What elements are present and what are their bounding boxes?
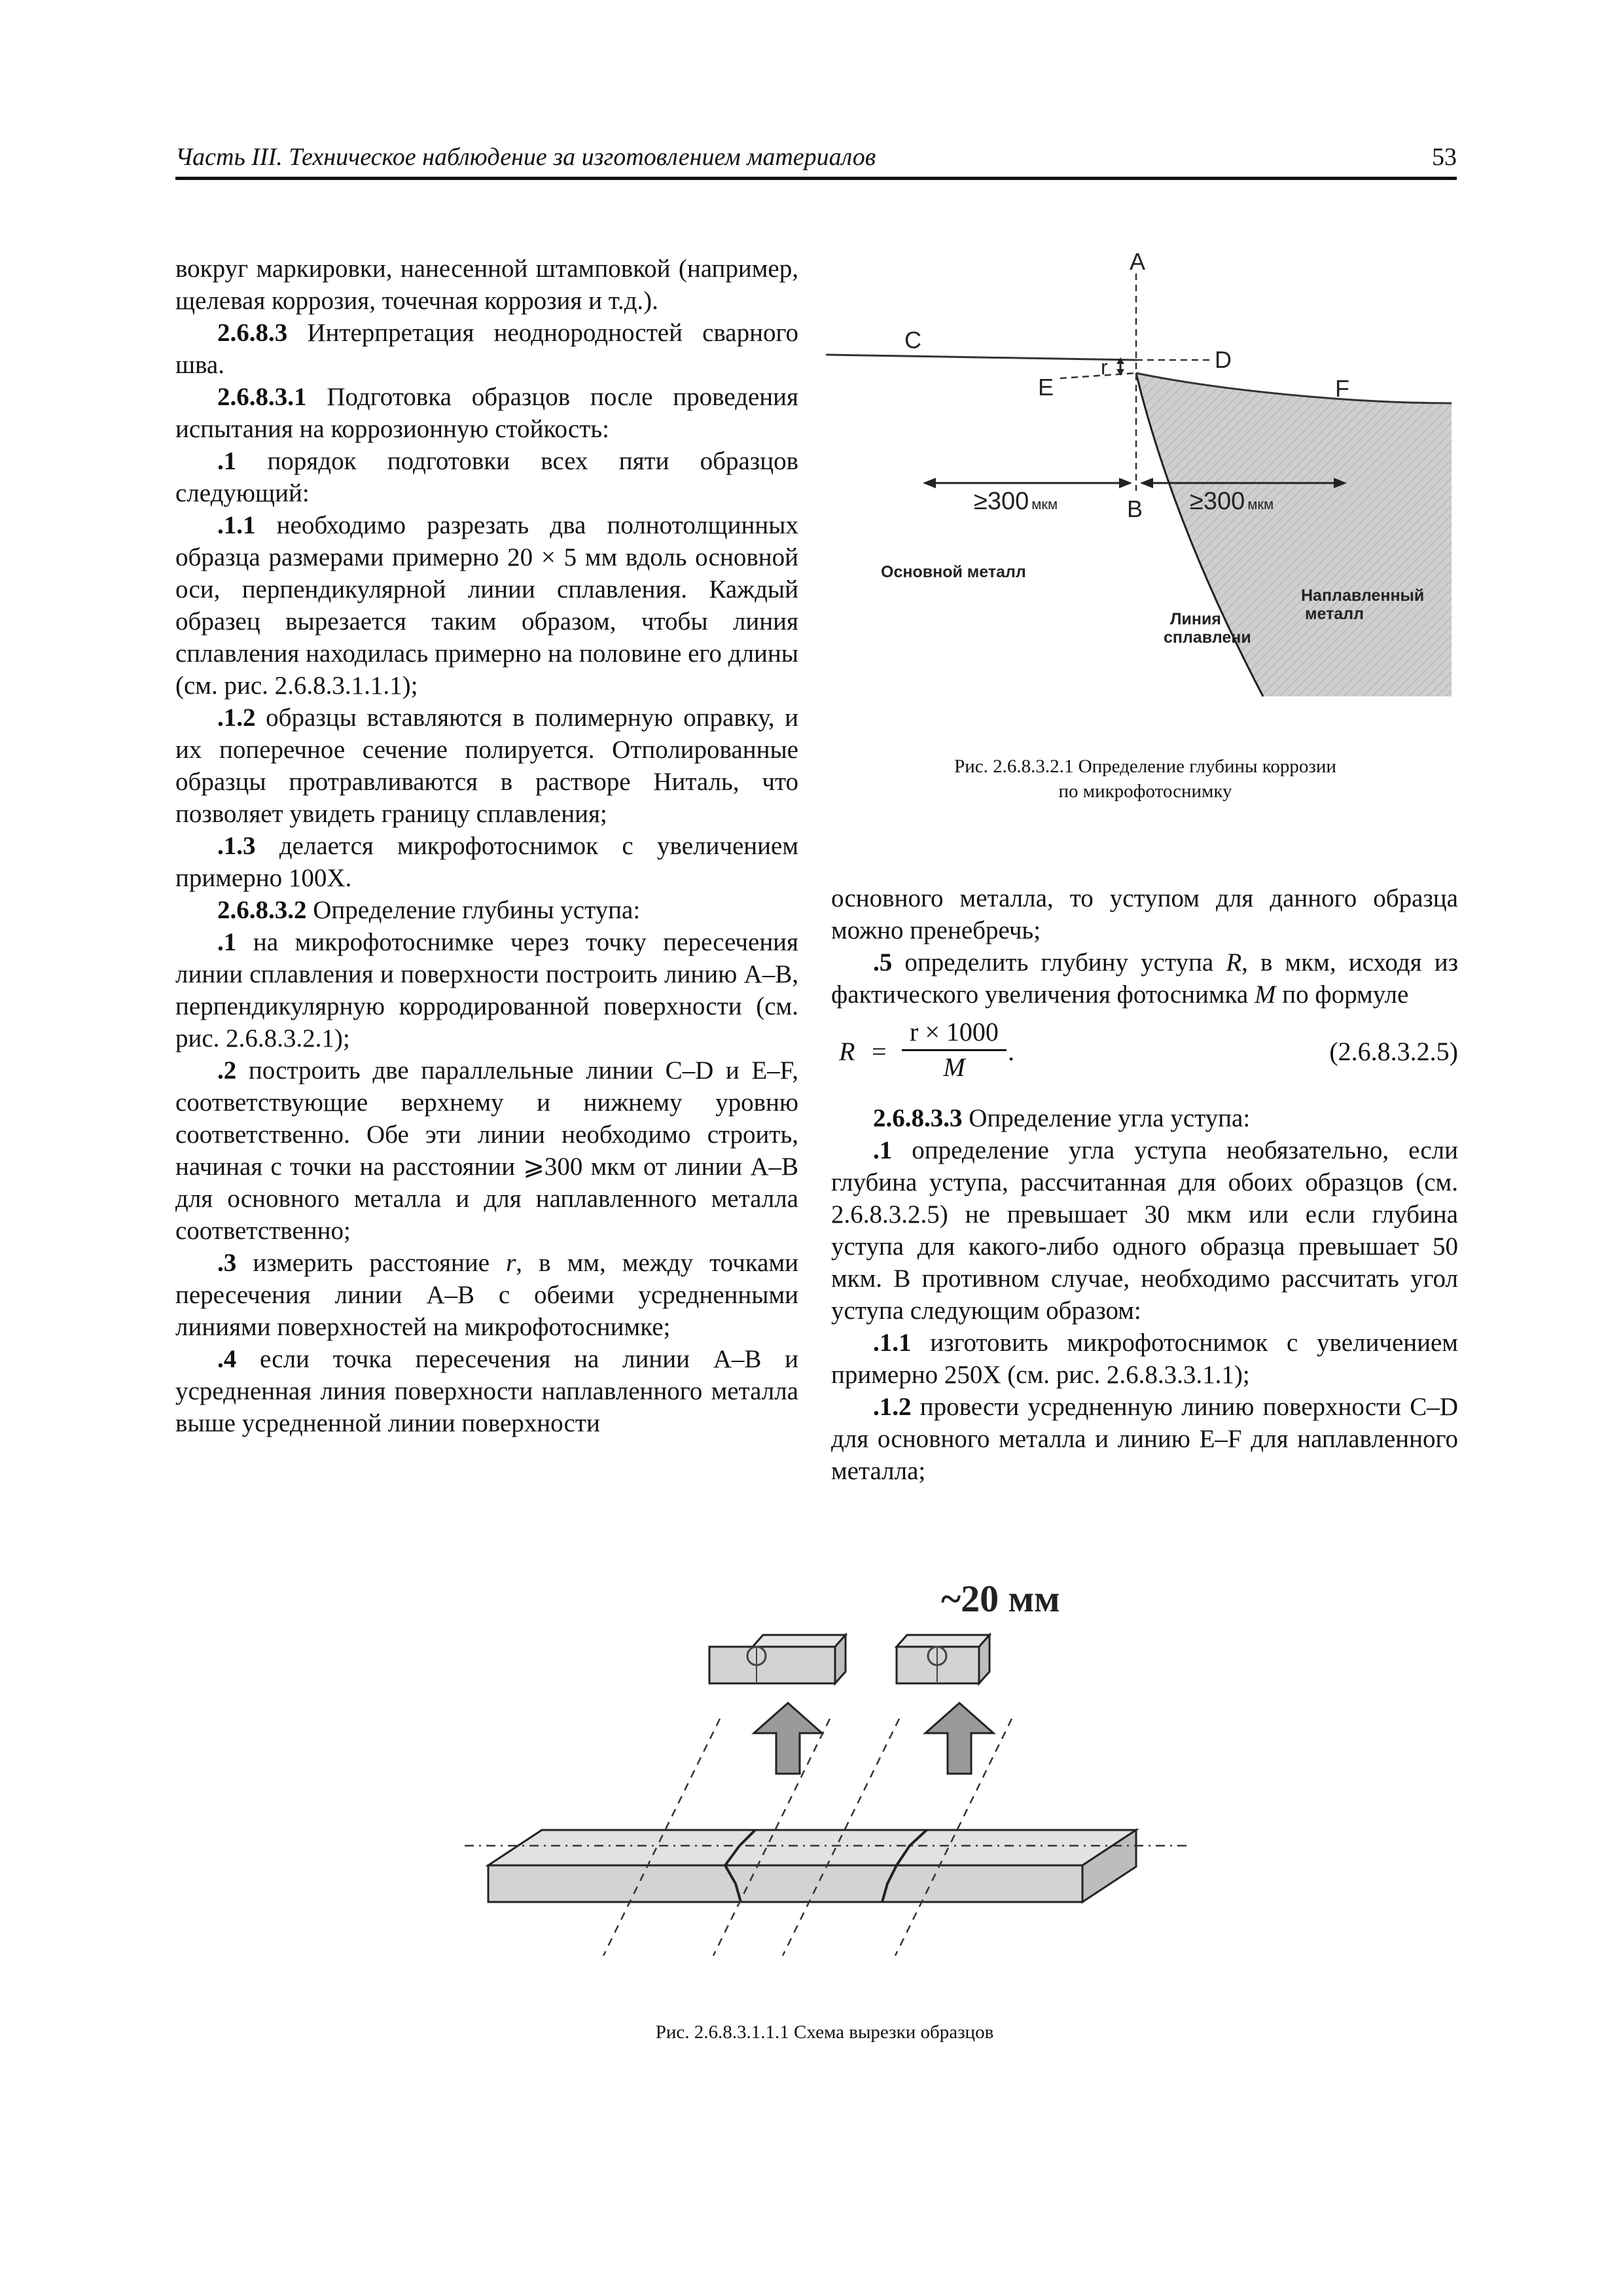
figure1-caption bbox=[831, 754, 1459, 804]
item-1-2: .1.2 образцы вставляются в полимерную оправку, и их поперечное сечение полируется. Отполированные образцы протравливаются в растворе Ниталь, что позволяет увидеть границу сплавления; bbox=[175, 704, 798, 828]
right-column bbox=[831, 882, 1458, 1487]
formula-lhs: R bbox=[839, 1037, 855, 1066]
label-a: A bbox=[1130, 248, 1146, 275]
item-4-intersection: .4 если точка пересечения на линии А–В и усредненная линия поверхности наплавленного металла выше усредненной линии поверхности bbox=[175, 1345, 798, 1437]
dim-right: ≥300 мкм bbox=[1190, 488, 1274, 515]
section-2-6-8-3-1: 2.6.8.3.1 Подготовка образцов после проведения испытания на коррозионную стойкость: bbox=[175, 383, 798, 443]
item-1-2-lines: .1.2 провести усредненную линию поверхности C–D для основного металла и линию E–F для наплавленного металла; bbox=[831, 1393, 1458, 1485]
corrosion-depth-figure bbox=[826, 242, 1467, 707]
section-2-6-8-3-3: 2.6.8.3.3 Определение угла уступа: bbox=[873, 1104, 1251, 1132]
dim-left: ≥300 мкм bbox=[974, 488, 1058, 515]
paragraph: основного металла, то уступом для данного образца можно пренебречь; bbox=[831, 884, 1458, 944]
figure2-caption: Рис. 2.6.8.3.1.1.1 Схема вырезки образцов bbox=[655, 2022, 994, 2043]
section-2-6-8-3-2: 2.6.8.3.2 Определение глубины уступа: bbox=[217, 896, 641, 924]
label-f: F bbox=[1335, 375, 1349, 402]
fusion-line-label-1: Линия bbox=[1170, 610, 1221, 628]
formula-fraction bbox=[902, 1016, 1007, 1083]
formula-denominator: M bbox=[943, 1052, 965, 1082]
label-e: E bbox=[1038, 374, 1054, 401]
weld-metal-label-2: металл bbox=[1305, 605, 1364, 623]
item-5-depth: .5 определить глубину уступа R, в мкм, исходя из фактического увеличения фотоснимка M по формуле bbox=[831, 948, 1458, 1009]
formula-equals: = bbox=[872, 1037, 887, 1066]
weld-metal-region bbox=[1136, 373, 1452, 696]
line-ef bbox=[1060, 373, 1136, 378]
section-2-6-8-3: 2.6.8.3 Интерпретация неоднородностей сварного шва. bbox=[175, 319, 798, 379]
base-surface-line bbox=[826, 355, 1136, 360]
base-metal-label: Основной металл bbox=[881, 563, 1026, 581]
paragraph: вокруг маркировки, нанесенной штамповкой (например, щелевая коррозия, точечная коррозия и т.д.). bbox=[175, 255, 798, 315]
figure1-caption-line2: по микрофотоснимку bbox=[1058, 781, 1232, 802]
fusion-line-label-2: сплавлени bbox=[1164, 628, 1251, 647]
sample-block-1 bbox=[709, 1635, 846, 1683]
item-1: .1 порядок подготовки всех пяти образцов следующий: bbox=[175, 447, 798, 507]
up-arrow-1 bbox=[754, 1703, 822, 1774]
item-2-lines: .2 построить две параллельные линии C–D и E–F, соответствующие верхнему и нижнему уровню соответственно. Обе эти линии необходимо строить, начиная с точки на расстоянии ⩾300 мкм от линии А–В для основного металла и для наплавленного металла соответственно; bbox=[175, 1056, 798, 1245]
up-arrow-2 bbox=[925, 1703, 993, 1774]
formula-number: (2.6.8.3.2.5) bbox=[1329, 1037, 1458, 1066]
item-1-1: .1.1 необходимо разрезать два полнотолщинных образца размерами примерно 20 × 5 мм вдоль основной оси, перпендикулярной линии сплавления. Каждый образец вырезается таким образом, чтобы линия сплавления находилась примерно на половине его длины (см. рис. 2.6.8.3.1.1.1); bbox=[175, 511, 798, 700]
formula-2-6-8-3-2-5 bbox=[831, 1016, 1458, 1088]
welded-plate bbox=[488, 1830, 1136, 1902]
label-d: D bbox=[1215, 346, 1232, 373]
label-b: B bbox=[1127, 495, 1143, 522]
figure1-caption-line1: Рис. 2.6.8.3.2.1 Определение глубины коррозии bbox=[954, 756, 1336, 777]
item-3-measure: .3 измерить расстояние r, в мм, между точками пересечения линии А–В с обеими усредненными линиями поверхностей на микрофотоснимке; bbox=[175, 1249, 799, 1341]
weld-metal-label-1: Наплавленный bbox=[1301, 586, 1425, 605]
item-1-ab: .1 на микрофотоснимке через точку пересечения линии сплавления и поверхности построить линию А–В, перпендикулярную корродированной поверхности (см. рис. 2.6.8.3.2.1); bbox=[175, 928, 798, 1052]
label-c: C bbox=[904, 327, 921, 353]
label-r: r bbox=[1101, 355, 1108, 379]
item-1-1-photo: .1.1 изготовить микрофотоснимок с увеличением примерно 250Х (см. рис. 2.6.8.3.3.1.1); bbox=[831, 1329, 1458, 1389]
formula-dot: . bbox=[1008, 1037, 1014, 1066]
page-number: 53 bbox=[1432, 143, 1457, 171]
item-1-3: .1.3 делается микрофотоснимок с увеличением примерно 100Х. bbox=[175, 832, 798, 892]
page-header bbox=[175, 143, 1457, 179]
formula-numerator: r × 1000 bbox=[902, 1016, 1007, 1051]
dimension-label: ~20 мм bbox=[941, 1577, 1060, 1620]
header-rule bbox=[175, 177, 1457, 180]
sample-cutting-figure bbox=[445, 1558, 1204, 1977]
item-1-angle: .1 определение угла уступа необязательно, если глубина уступа, рассчитанная для обоих образцов (см. 2.6.8.3.2.5) не превышает 30 мкм или если глубина уступа для какого-либо одного образца превышает 50 мкм. В противном случае, необходимо рассчитать угол уступа следующим образом: bbox=[831, 1136, 1458, 1325]
left-column bbox=[175, 253, 798, 1439]
sample-block-2 bbox=[897, 1635, 990, 1683]
running-title: Часть III. Техническое наблюдение за изготовлением материалов bbox=[175, 143, 876, 171]
